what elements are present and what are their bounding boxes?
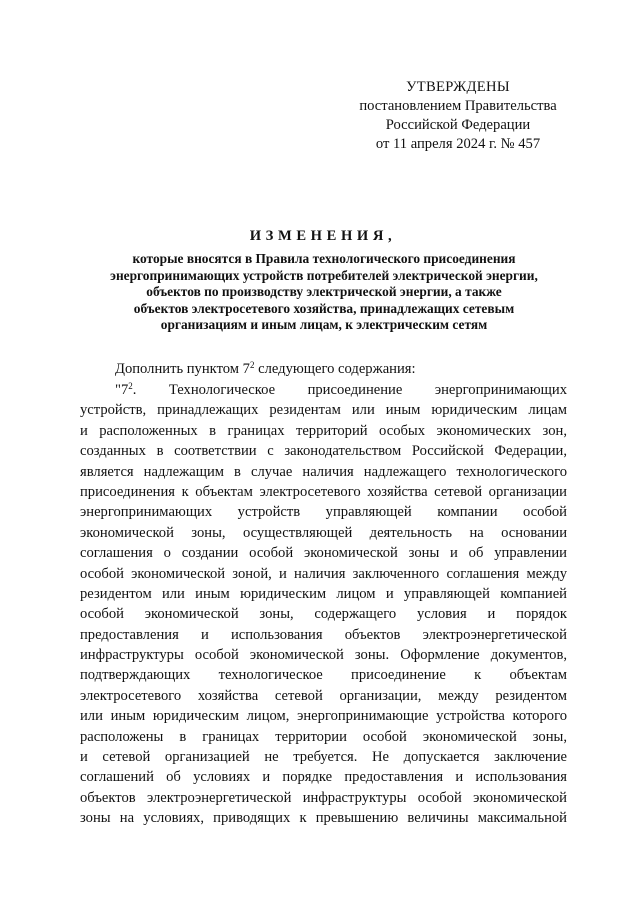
paragraph-line: предоставления и использования объектов электроэнергетической (80, 626, 567, 643)
paragraph-line: электросетевого хозяйства сетевой организации, между резидентом (80, 687, 567, 704)
approval-line-3: от 11 апреля 2024 г. № 457 (375, 136, 541, 152)
paragraph-line: особой экономической зоной, и наличия заключенного соглашения между (80, 565, 567, 582)
paragraph-line: особой экономической зоны, содержащего условия и порядок (80, 606, 567, 623)
approval-line-2: Российской Федерации (385, 117, 531, 133)
document-title: ИЗМЕНЕНИЯ, (249, 228, 397, 244)
paragraph-line: резидентом или иным юридическим лицом и управляющей компанией (80, 585, 567, 602)
paragraph-line: или иным юридическим лицом, энергопринимающие устройства которого (80, 708, 567, 725)
paragraph-line: и сетевой организацией не требуется. Не допускается заключение (80, 749, 567, 766)
subtitle-line: которые вносятся в Правила технологического присоединения (132, 251, 516, 266)
intro-text: Дополнить пунктом 7 (115, 361, 250, 377)
paragraph-first-text: . Технологическое присоединение энергопринимающих (132, 382, 567, 398)
subtitle-line: энергопринимающих устройств потребителей электрической энергии, (110, 267, 538, 283)
subtitle-line: организациям и иным лицам, к электрическим сетям (160, 317, 488, 333)
paragraph-line: соглашений об условиях и порядке предоставления и использования (80, 769, 567, 786)
intro-superscript: 2 (249, 360, 255, 370)
approval-block (340, 78, 576, 154)
paragraph-line: устройств, принадлежащих резидентам или иным юридическим лицам (80, 402, 567, 419)
subtitle-line: объектов по производству электрической энергии, а также (146, 284, 502, 300)
subtitle-line: объектов электросетевого хозяйства, принадлежащих сетевым (133, 300, 515, 316)
paragraph-line: является надлежащим в случае наличия надлежащего технологического (80, 463, 567, 480)
paragraph-line: и расположенных в границах территорий особых экономических зон, (80, 422, 567, 439)
paragraph-first-line (80, 380, 567, 400)
paragraph-number-superscript: 2 (128, 381, 133, 391)
paragraph-body (80, 380, 567, 829)
paragraph-line: созданных в соответствии с законодательством Российской Федерации, (80, 443, 567, 460)
paragraph-line: экономической зоны, осуществляющей деятельность на основании (80, 524, 567, 541)
paragraph-number (115, 382, 133, 398)
intro-sentence (115, 361, 416, 378)
approval-line-1: постановлением Правительства (359, 98, 557, 114)
paragraph-line: инфраструктуры особой экономической зоны. Оформление документов, (80, 647, 567, 664)
paragraph-number-prefix: "7 (115, 382, 129, 398)
paragraph-line: соглашения о создании особой экономической зоны и об управлении (80, 545, 567, 562)
document-subtitle (74, 251, 574, 334)
paragraph-line: подтверждающих технологическое присоединение к объектам (80, 667, 567, 684)
approval-stamp: УТВЕРЖДЕНЫ (406, 79, 510, 95)
paragraph-line: расположены в границах территории особой экономической зоны, (80, 728, 567, 745)
paragraph-line: зоны на условиях, приводящих к превышению величины максимальной (80, 810, 567, 827)
paragraph-line: энергопринимающих устройств управляющей компании особой (80, 504, 567, 521)
intro-text-end: следующего содержания: (254, 361, 416, 377)
paragraph-line: присоединения к объектам электросетевого хозяйства сетевой организации (80, 483, 567, 500)
paragraph-line: объектов электроэнергетической инфраструктуры особой экономической (80, 789, 567, 806)
